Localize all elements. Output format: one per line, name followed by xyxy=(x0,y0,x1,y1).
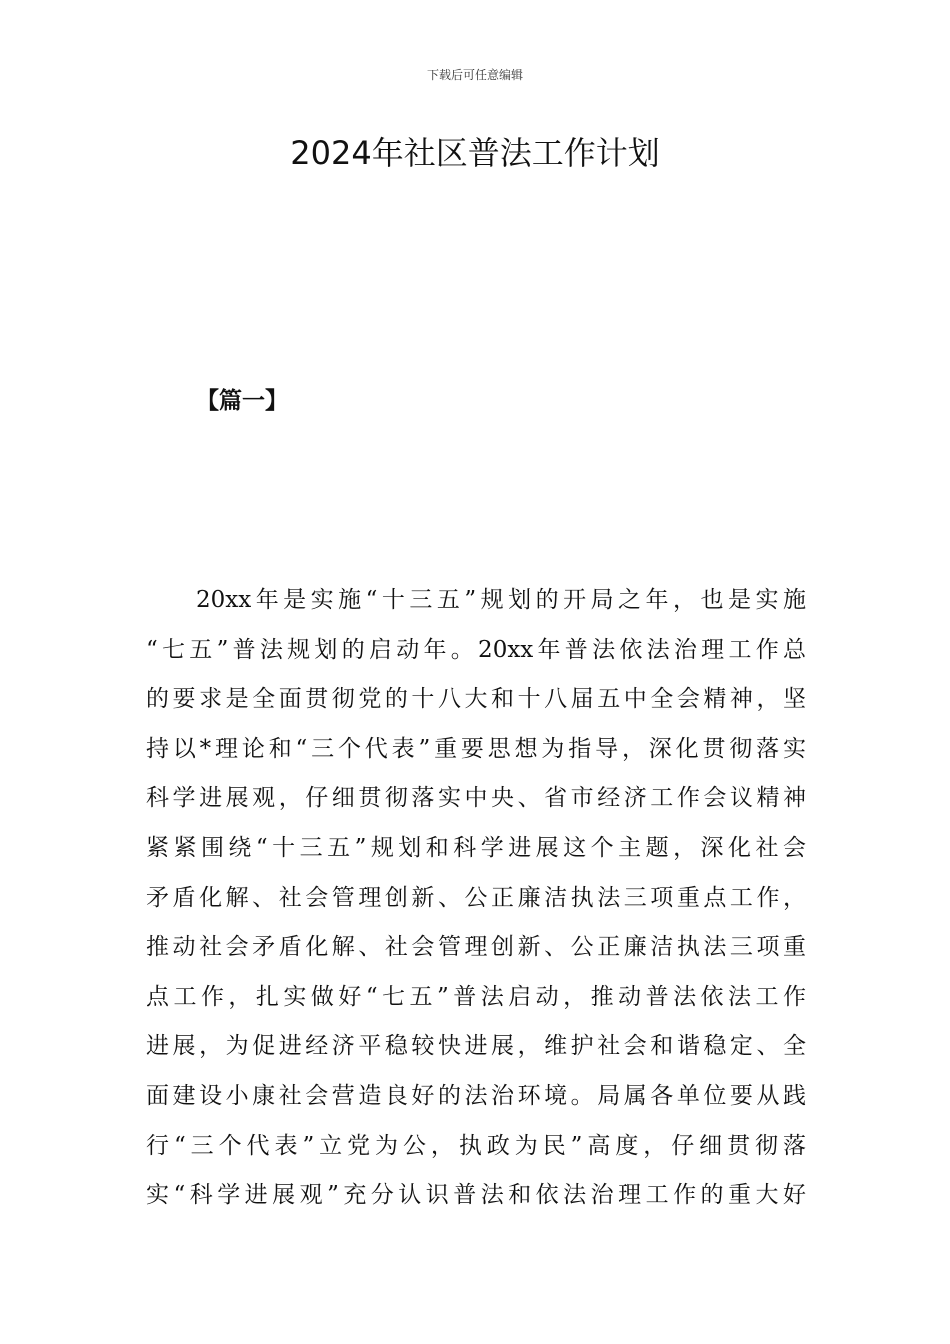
paragraph-line: 进展，为促进经济平稳较快进展，维护社会和谐稳定、全 xyxy=(146,1033,806,1060)
paragraph-line: 矛盾化解、社会管理创新、公正廉洁执法三项重点工作， xyxy=(146,884,806,911)
body-paragraph xyxy=(146,576,806,1221)
paragraph-line: 行“三个代表”立党为公，执政为民”高度，仔细贯彻落 xyxy=(146,1132,806,1159)
paragraph-line: 科学进展观，仔细贯彻落实中央、省市经济工作会议精神 xyxy=(146,785,806,812)
paragraph-line: “七五”普法规划的启动年。20xx年普法依法治理工作总 xyxy=(146,636,806,663)
paragraph-line: 点工作，扎实做好“七五”普法启动，推动普法依法工作 xyxy=(146,983,806,1010)
paragraph-line: 的要求是全面贯彻党的十八大和十八届五中全会精神，坚 xyxy=(146,686,806,713)
paragraph-line: 紧紧围绕“十三五”规划和科学进展这个主题，深化社会 xyxy=(146,834,806,861)
download-note: 下载后可任意编辑 xyxy=(426,68,523,82)
document-title: 2024年社区普法工作计划 xyxy=(290,134,660,172)
section-heading: 【篇一】 xyxy=(196,388,288,414)
paragraph-line: 持以*理论和“三个代表”重要思想为指导，深化贯彻落实 xyxy=(146,735,806,762)
paragraph-line: 推动社会矛盾化解、社会管理创新、公正廉洁执法三项重 xyxy=(146,934,806,961)
paragraph-line: 20xx年是实施“十三五”规划的开局之年，也是实施 xyxy=(196,587,806,613)
paragraph-line: 实“科学进展观”充分认识普法和依法治理工作的重大好 xyxy=(146,1182,806,1209)
paragraph-line: 面建设小康社会营造良好的法治环境。局属各单位要从践 xyxy=(146,1082,806,1109)
